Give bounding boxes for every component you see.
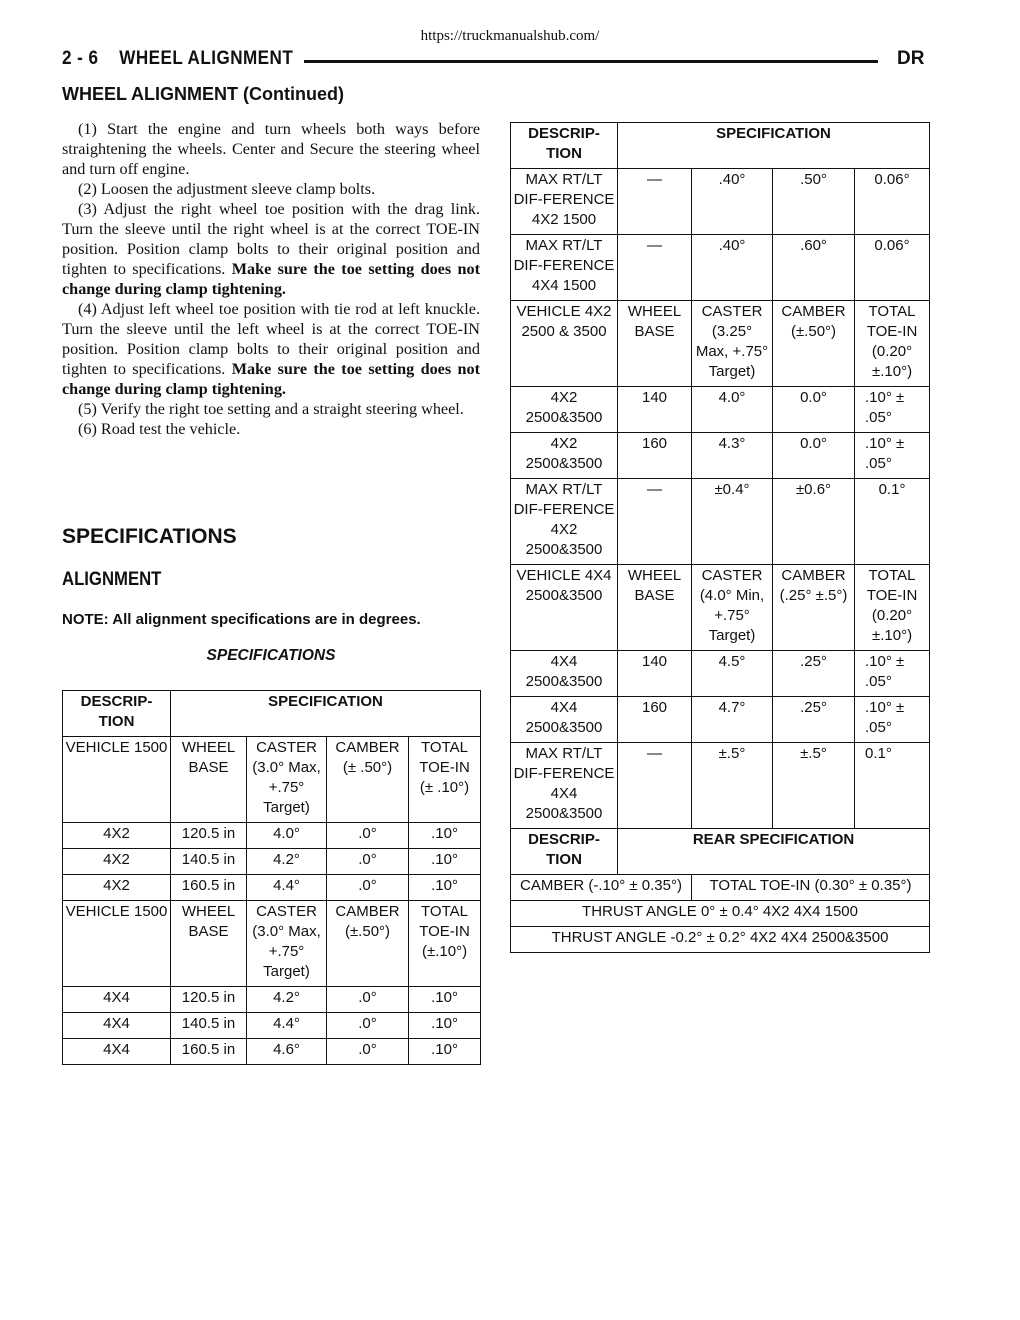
table-cell: CAMBER (.25° ±.5°) — [773, 565, 855, 651]
table-cell: CASTER (3.25° Max, +.75° Target) — [692, 301, 773, 387]
table-cell: 4.4° — [247, 1013, 327, 1039]
table-cell: 160 — [618, 697, 692, 743]
rear-header-description: DESCRIP-TION — [511, 829, 618, 875]
table-cell: 4X2 2500&3500 — [511, 433, 618, 479]
table-cell: TOTAL TOE-IN (±.10°) — [409, 901, 481, 987]
table-subheader-row — [63, 901, 481, 987]
table-header-row — [63, 691, 481, 737]
table-cell: VEHICLE 1500 — [63, 737, 171, 823]
table-cell: .50° — [773, 169, 855, 235]
table-cell: 160 — [618, 433, 692, 479]
table-cell: VEHICLE 4X2 2500 & 3500 — [511, 301, 618, 387]
step-3: (3) Adjust the right wheel toe position with the drag link. Turn the sleeve until the right wheel is at the correct TOE-IN position. Position clamp bolts to their original position and tighten to specifications. Make sure the toe setting does not change during clamp tightening. — [62, 200, 480, 298]
table-cell: 4.4° — [247, 875, 327, 901]
table-subheader-row — [63, 737, 481, 823]
table-cell: 0.0° — [773, 387, 855, 433]
table-cell: 4.5° — [692, 651, 773, 697]
table-cell: 0.06° — [855, 235, 930, 301]
thrust-row — [511, 901, 930, 927]
table-cell: 4X4 — [63, 1013, 171, 1039]
table-cell: .10° — [409, 875, 481, 901]
table-cell: 0.0° — [773, 433, 855, 479]
header-description: DESCRIP-TION — [63, 691, 171, 737]
table-cell: — — [618, 479, 692, 565]
page-header — [62, 48, 293, 70]
table-cell: 4.0° — [692, 387, 773, 433]
table-row — [63, 1039, 481, 1065]
table-cell: .0° — [327, 849, 409, 875]
table-cell: .10° — [409, 849, 481, 875]
table-cell: CASTER (4.0° Min, +.75° Target) — [692, 565, 773, 651]
table-subheader-row — [511, 565, 930, 651]
table-cell: 4X4 — [63, 1039, 171, 1065]
table-cell: MAX RT/LT DIF-FERENCE 4X2 2500&3500 — [511, 479, 618, 565]
table-cell: MAX RT/LT DIF-FERENCE 4X4 2500&3500 — [511, 743, 618, 829]
table-cell: WHEEL BASE — [171, 901, 247, 987]
table-cell: .10° ± .05° — [855, 433, 930, 479]
table-cell: .40° — [692, 235, 773, 301]
table-cell: ±0.4° — [692, 479, 773, 565]
table-cell: — — [618, 743, 692, 829]
table-cell: CASTER (3.0° Max, +.75° Target) — [247, 737, 327, 823]
table-cell: 120.5 in — [171, 823, 247, 849]
table-cell: 0.1° — [855, 743, 930, 829]
alignment-heading: ALIGNMENT — [62, 569, 162, 590]
table-cell: 160.5 in — [171, 875, 247, 901]
table-cell: CASTER (3.0° Max, +.75° Target) — [247, 901, 327, 987]
table-cell: ±0.6° — [773, 479, 855, 565]
table-cell: 4X4 2500&3500 — [511, 651, 618, 697]
rear-header-specification: REAR SPECIFICATION — [618, 829, 930, 875]
table-cell: CAMBER (± .50°) — [327, 737, 409, 823]
table-cell: VEHICLE 1500 — [63, 901, 171, 987]
table-row — [511, 169, 930, 235]
header-specification: SPECIFICATION — [618, 123, 930, 169]
table-cell: WHEEL BASE — [171, 737, 247, 823]
table-cell: 140 — [618, 651, 692, 697]
table-cell: 4.7° — [692, 697, 773, 743]
front-alignment-table-2500-3500 — [510, 122, 930, 953]
step-4-warning: Make sure the toe setting does not change during clamp tightening. — [62, 360, 480, 398]
table-cell: .0° — [327, 1039, 409, 1065]
table-cell: .40° — [692, 169, 773, 235]
table-cell: .25° — [773, 651, 855, 697]
table-cell: ±.5° — [692, 743, 773, 829]
header-description: DESCRIP-TION — [511, 123, 618, 169]
table-cell: 120.5 in — [171, 987, 247, 1013]
front-alignment-table-1500 — [62, 690, 481, 1065]
degrees-note: NOTE: All alignment specifications are in degrees. — [62, 611, 421, 628]
table-cell: .0° — [327, 875, 409, 901]
table-row — [511, 697, 930, 743]
table-row — [63, 875, 481, 901]
table-row — [63, 1013, 481, 1039]
table-cell: 4X2 — [63, 875, 171, 901]
table-subheader-row — [511, 301, 930, 387]
table-cell: .0° — [327, 823, 409, 849]
table-cell: CAMBER (±.50°) — [327, 901, 409, 987]
table-cell: .10° ± .05° — [855, 697, 930, 743]
step-1: (1) Start the engine and turn wheels both ways before straightening the wheels. Center and Secure the steering wheel and turn off engine. — [62, 120, 480, 178]
table-cell: .25° — [773, 697, 855, 743]
table-cell: 4X2 — [63, 823, 171, 849]
table-cell: 4X2 2500&3500 — [511, 387, 618, 433]
table-cell: 4.6° — [247, 1039, 327, 1065]
table-cell: TOTAL TOE-IN (0.20° ±.10°) — [855, 565, 930, 651]
table-row — [63, 823, 481, 849]
table-cell: .10° — [409, 1013, 481, 1039]
rear-values-row — [511, 875, 930, 901]
table-cell: CAMBER (±.50°) — [773, 301, 855, 387]
table-cell: 4X4 2500&3500 — [511, 697, 618, 743]
manual-code: DR — [897, 48, 925, 69]
table-row — [511, 479, 930, 565]
step-6: (6) Road test the vehicle. — [78, 420, 241, 438]
table-cell: 4.2° — [247, 987, 327, 1013]
table-row — [511, 651, 930, 697]
table-caption: SPECIFICATIONS — [206, 647, 336, 664]
thrust-angle-2500-3500: THRUST ANGLE -0.2° ± 0.2° 4X2 4X4 2500&3500 — [511, 927, 930, 953]
section-name: WHEEL ALIGNMENT — [119, 48, 294, 69]
thrust-row — [511, 927, 930, 953]
header-rule — [304, 60, 878, 63]
table-row — [511, 433, 930, 479]
table-cell: ±.5° — [773, 743, 855, 829]
rear-header-row — [511, 829, 930, 875]
table-cell: MAX RT/LT DIF-FERENCE 4X4 1500 — [511, 235, 618, 301]
table-cell: WHEEL BASE — [618, 565, 692, 651]
source-url[interactable]: https://truckmanualshub.com/ — [420, 28, 600, 44]
table-cell: TOTAL TOE-IN (0.20° ±.10°) — [855, 301, 930, 387]
step-3-warning: Make sure the toe setting does not change during clamp tightening. — [62, 260, 480, 298]
page-number: 2 - 6 — [62, 48, 99, 69]
step-2: (2) Loosen the adjustment sleeve clamp bolts. — [78, 180, 376, 198]
table-cell: .10° — [409, 987, 481, 1013]
table-cell: .60° — [773, 235, 855, 301]
table-row — [511, 387, 930, 433]
table-cell: 160.5 in — [171, 1039, 247, 1065]
header-specification: SPECIFICATION — [171, 691, 481, 737]
table-cell: 140.5 in — [171, 849, 247, 875]
table-row — [511, 743, 930, 829]
table-row — [511, 235, 930, 301]
table-header-row — [511, 123, 930, 169]
table-cell: VEHICLE 4X4 2500&3500 — [511, 565, 618, 651]
table-cell: — — [618, 235, 692, 301]
table-cell: — — [618, 169, 692, 235]
table-cell: 4X4 — [63, 987, 171, 1013]
table-cell: .0° — [327, 987, 409, 1013]
rear-toe-in: TOTAL TOE-IN (0.30° ± 0.35°) — [692, 875, 930, 901]
step-4: (4) Adjust left wheel toe position with tie rod at left knuckle. Turn the sleeve until the left wheel is at the correct TOE-IN position. Position clamp bolts to their original position and tighten to specifications. Make sure the toe setting does not change during clamp tightening. — [62, 300, 480, 398]
table-cell: .0° — [327, 1013, 409, 1039]
table-cell: 140 — [618, 387, 692, 433]
rear-camber: CAMBER (-.10° ± 0.35°) — [511, 875, 692, 901]
table-cell: TOTAL TOE-IN (± .10°) — [409, 737, 481, 823]
table-cell: MAX RT/LT DIF-FERENCE 4X2 1500 — [511, 169, 618, 235]
table-cell: WHEEL BASE — [618, 301, 692, 387]
table-cell: 4.2° — [247, 849, 327, 875]
step-5: (5) Verify the right toe setting and a straight steering wheel. — [78, 400, 464, 418]
table-cell: .10° ± .05° — [855, 387, 930, 433]
table-cell: 4X2 — [63, 849, 171, 875]
table-cell: .10° — [409, 1039, 481, 1065]
table-cell: 0.1° — [855, 479, 930, 565]
table-cell: .10° — [409, 823, 481, 849]
procedure-text — [62, 119, 480, 439]
table-cell: 0.06° — [855, 169, 930, 235]
section-title: WHEEL ALIGNMENT (Continued) — [62, 84, 344, 104]
specifications-heading: SPECIFICATIONS — [62, 525, 237, 548]
table-cell: 4.3° — [692, 433, 773, 479]
table-cell: 4.0° — [247, 823, 327, 849]
thrust-angle-1500: THRUST ANGLE 0° ± 0.4° 4X2 4X4 1500 — [511, 901, 930, 927]
table-cell: .10° ± .05° — [855, 651, 930, 697]
table-cell: 140.5 in — [171, 1013, 247, 1039]
table-row — [63, 849, 481, 875]
table-row — [63, 987, 481, 1013]
